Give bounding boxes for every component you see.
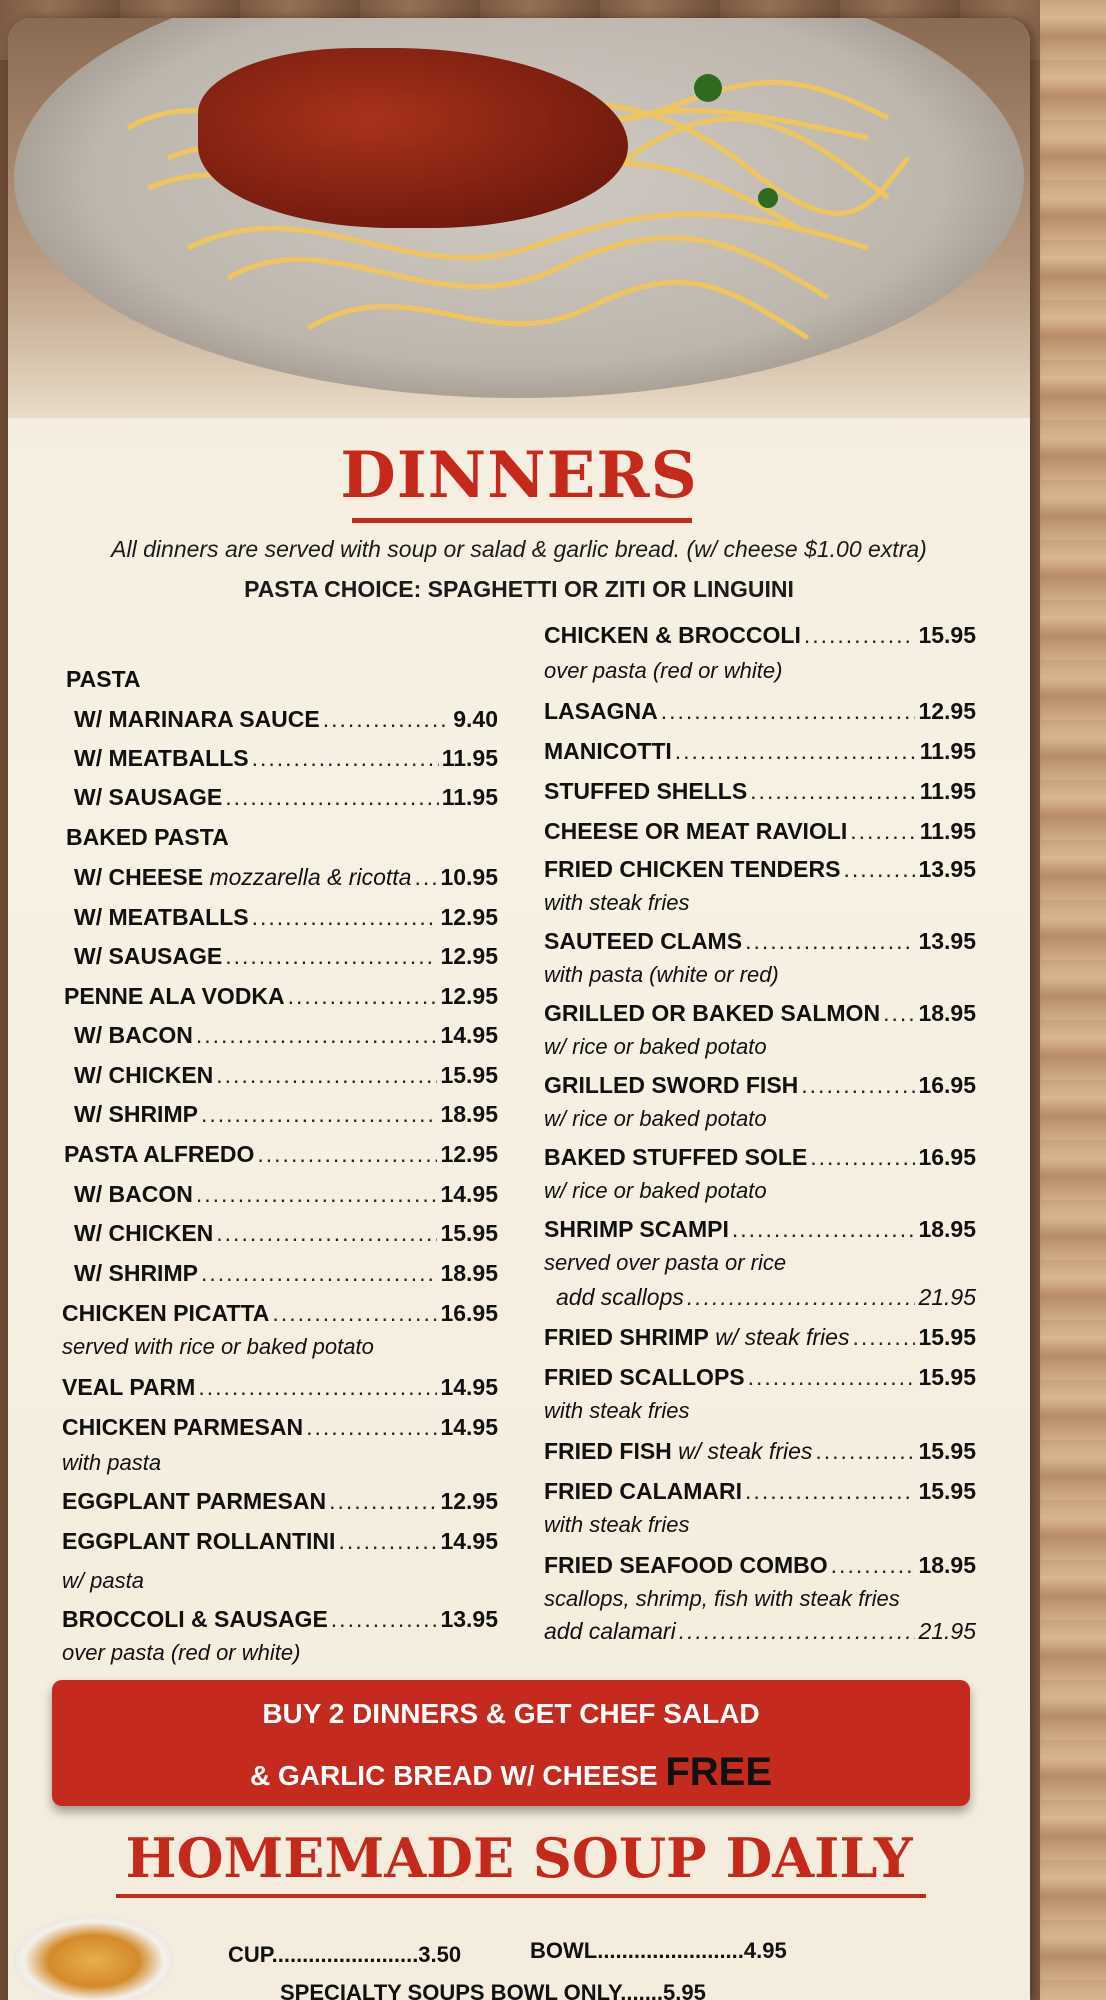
soup-cup-price: CUP........................3.50 [228, 1942, 462, 1967]
pasta-choice: PASTA CHOICE: SPAGHETTI OR ZITI OR LINGUINI [244, 576, 794, 602]
menu-item: W/ CHEESE mozzarella & ricotta ..... 10.95 [74, 864, 498, 891]
menu-item: W/ BACON ..... 14.95 [74, 1181, 498, 1208]
menu-item-description: with steak fries [544, 1512, 690, 1537]
menu-item-description: over pasta (red or white) [62, 1640, 301, 1665]
menu-item: FRIED SEAFOOD COMBO ..... 18.95 [544, 1552, 976, 1579]
menu-item: W/ MARINARA SAUCE ..... 9.40 [74, 706, 498, 733]
menu-item-addon: add calamari ..... 21.95 [544, 1618, 976, 1645]
menu-item-description: with pasta (white or red) [544, 962, 779, 987]
soup-bowl-image [14, 1916, 174, 2000]
menu-card [8, 18, 1030, 2000]
soup-title-underline [116, 1894, 926, 1898]
menu-item: FRIED CALAMARI ..... 15.95 [544, 1478, 976, 1505]
section-heading: BAKED PASTA [66, 824, 229, 850]
menu-item-description: with steak fries [544, 890, 690, 915]
menu-item: W/ SHRIMP ..... 18.95 [74, 1101, 498, 1128]
menu-item-description: w/ rice or baked potato [544, 1034, 767, 1059]
menu-item-description: with pasta [62, 1450, 162, 1475]
menu-item-description: served over pasta or rice [544, 1250, 787, 1275]
spaghetti-photo [8, 18, 1030, 418]
menu-item-description: w/ rice or baked potato [544, 1106, 767, 1131]
menu-item-description: with steak fries [544, 1398, 690, 1423]
dinners-note: All dinners are served with soup or salad & garlic bread. (w/ cheese $1.00 extra) [111, 536, 927, 562]
menu-item: SAUTEED CLAMS ..... 13.95 [544, 928, 976, 955]
menu-item: EGGPLANT PARMESAN ..... 12.95 [62, 1488, 498, 1515]
menu-item: CHICKEN PICATTA ..... 16.95 [62, 1300, 498, 1327]
menu-item: FRIED SCALLOPS ..... 15.95 [544, 1364, 976, 1391]
soup-bowl-price: BOWL........................4.95 [530, 1938, 787, 1963]
menu-item: CHICKEN PARMESAN ..... 14.95 [62, 1414, 498, 1441]
menu-item: SHRIMP SCAMPI ..... 18.95 [544, 1216, 976, 1243]
menu-item: PENNE ALA VODKA ..... 12.95 [64, 983, 498, 1010]
promo-line-1: BUY 2 DINNERS & GET CHEF SALAD [262, 1698, 760, 1729]
promo-line-2: & GARLIC BREAD W/ CHEESE FREE [249, 1750, 773, 1794]
menu-item: W/ CHICKEN ..... 15.95 [74, 1220, 498, 1247]
menu-item: EGGPLANT ROLLANTINI ..... 14.95 [62, 1528, 498, 1555]
menu-item-description: served with rice or baked potato [62, 1334, 374, 1359]
dinners-title: DINNERS [340, 438, 698, 513]
menu-item: W/ SAUSAGE ..... 12.95 [74, 943, 498, 970]
menu-item: W/ MEATBALLS ..... 11.95 [74, 745, 498, 772]
menu-item: VEAL PARM ..... 14.95 [62, 1374, 498, 1401]
free-label: FREE [665, 1750, 773, 1794]
specialty-soup-price: SPECIALTY SOUPS BOWL ONLY.......5.95 [280, 1980, 706, 2000]
menu-item-description: w/ pasta [62, 1568, 144, 1593]
menu-item-description: w/ rice or baked potato [544, 1178, 767, 1203]
menu-item: W/ BACON ..... 14.95 [74, 1022, 498, 1049]
menu-item: LASAGNA ..... 12.95 [544, 698, 976, 725]
menu-item: CHEESE OR MEAT RAVIOLI ..... 11.95 [544, 818, 976, 845]
section-heading: PASTA [66, 666, 141, 692]
menu-item: W/ SAUSAGE ..... 11.95 [74, 784, 498, 811]
menu-item: W/ SHRIMP ..... 18.95 [74, 1260, 498, 1287]
menu-item-description: scallops, shrimp, fish with steak fries [544, 1586, 900, 1611]
menu-item: BROCCOLI & SAUSAGE ..... 13.95 [62, 1606, 498, 1633]
soup-title: HOMEMADE SOUP DAILY [125, 1826, 913, 1890]
menu-item: FRIED CHICKEN TENDERS ..... 13.95 [544, 856, 976, 883]
menu-item: STUFFED SHELLS ..... 11.95 [544, 778, 976, 805]
menu-item: W/ CHICKEN ..... 15.95 [74, 1062, 498, 1089]
menu-item: PASTA ALFREDO ..... 12.95 [64, 1141, 498, 1168]
menu-item: BAKED STUFFED SOLE ..... 16.95 [544, 1144, 976, 1171]
menu-item: FRIED SHRIMP w/ steak fries ..... 15.95 [544, 1324, 976, 1351]
menu-item: W/ MEATBALLS ..... 12.95 [74, 904, 498, 931]
menu-item: GRILLED SWORD FISH ..... 16.95 [544, 1072, 976, 1099]
promo-banner [52, 1680, 970, 1806]
menu-item: GRILLED OR BAKED SALMON ..... 18.95 [544, 1000, 976, 1027]
menu-item-description: over pasta (red or white) [544, 658, 783, 683]
title-underline [352, 518, 692, 523]
menu-item: FRIED FISH w/ steak fries ..... 15.95 [544, 1438, 976, 1465]
wood-wall-background [1040, 0, 1106, 2000]
menu-item-addon: add scallops ..... 21.95 [556, 1284, 976, 1311]
menu-item: CHICKEN & BROCCOLI ..... 15.95 [544, 622, 976, 649]
menu-item: MANICOTTI ..... 11.95 [544, 738, 976, 765]
